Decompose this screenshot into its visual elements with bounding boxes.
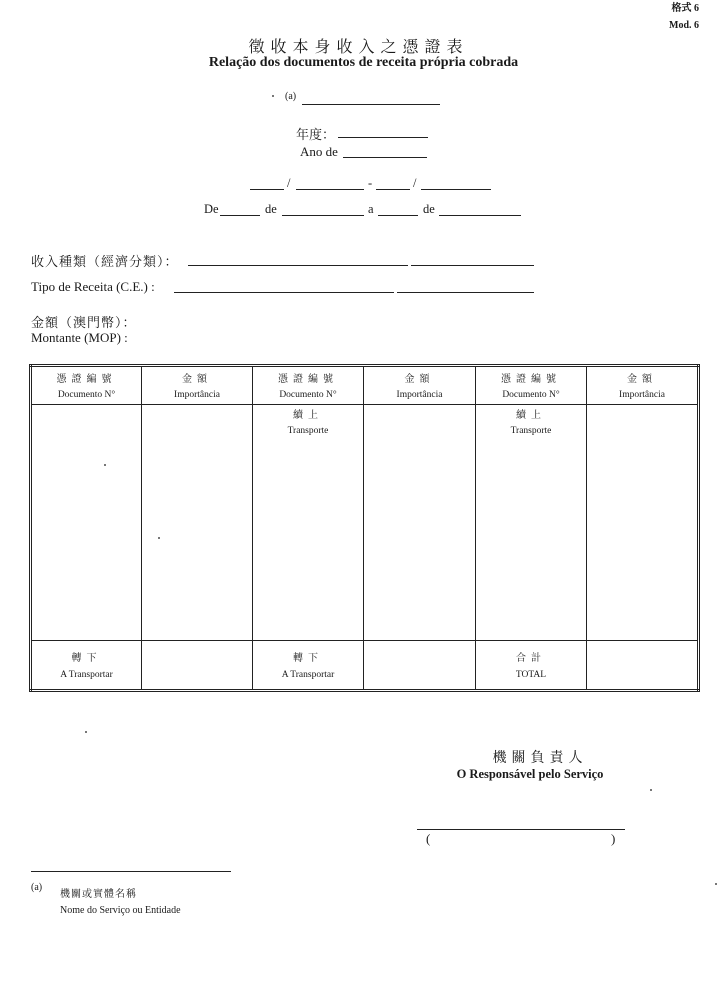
footnote-rule (31, 871, 231, 872)
body-cell-document-2[interactable] (253, 405, 364, 641)
period-to-month[interactable] (421, 189, 491, 190)
documents-table (29, 364, 700, 692)
table-body-row (31, 405, 699, 641)
receipt-type-field-pt-1[interactable] (174, 292, 394, 293)
footer-cell-total-amount[interactable] (587, 641, 699, 691)
period-slash-2: / (413, 176, 417, 190)
table-footer-row (31, 641, 699, 691)
entity-ref: (a) (285, 91, 297, 102)
period-de-label-1: de (265, 202, 277, 216)
footnote-text-zh: 機關或實體名稱 (60, 889, 137, 900)
scan-speck (104, 464, 106, 466)
footnote-marker: (a) (31, 882, 43, 893)
form-code-pt: Mod. 6 (669, 20, 699, 31)
responsible-label-zh: 機關負責人 (492, 751, 588, 766)
receipt-type-field-zh-1[interactable] (188, 265, 408, 266)
scan-speck (715, 883, 717, 885)
scan-speck (158, 537, 160, 539)
year-label-zh: 年度： (296, 127, 336, 142)
carry-in-zh-1: 續上 (293, 410, 323, 421)
period-dash: - (368, 176, 373, 190)
footer-cell-amount-2[interactable] (364, 641, 476, 691)
header-cell-amount-3: 金額 Importância (587, 366, 699, 405)
period-from-month[interactable] (296, 189, 364, 190)
footnote-text-pt: Nome do Serviço ou Entidade (60, 905, 181, 916)
signature-paren-open: ( (426, 831, 431, 846)
period-de-label-2: de (423, 202, 435, 216)
receipt-type-label-zh: 收入種類（經濟分類）： (31, 254, 179, 269)
body-cell-document-3[interactable] (476, 405, 587, 641)
responsible-label-pt: O Responsável pelo Serviço (456, 767, 604, 781)
period-to-day-pt[interactable] (378, 215, 418, 216)
body-cell-amount-3[interactable] (587, 405, 699, 641)
title-zh: 徵收本身收入之憑證表 (248, 39, 469, 56)
signature-paren-close: ) (611, 831, 616, 846)
period-to-day[interactable] (376, 189, 410, 190)
header-cell-document-1: 憑證編號 Documento N° (31, 366, 142, 405)
table-header-row (31, 366, 699, 405)
body-cell-amount-2[interactable] (364, 405, 476, 641)
period-from-month-pt[interactable] (282, 215, 364, 216)
footer-cell-carry-out-2: 轉下 A Transportar (253, 641, 364, 691)
header-cell-amount-1: 金額 Importância (142, 366, 253, 405)
scan-speck (272, 95, 274, 97)
title-pt: Relação dos documentos de receita própria cobrada (208, 55, 519, 70)
carry-in-pt-1: Transporte (287, 426, 329, 436)
footer-cell-amount-1[interactable] (142, 641, 253, 691)
body-cell-document-1[interactable] (31, 405, 142, 641)
carry-in-zh-2: 續上 (516, 410, 546, 421)
entity-field[interactable] (302, 104, 440, 105)
year-field-zh[interactable] (338, 137, 428, 138)
scan-speck (650, 789, 652, 791)
period-to-month-pt[interactable] (439, 215, 521, 216)
receipt-type-field-zh-2[interactable] (411, 265, 534, 266)
period-from-day-pt[interactable] (220, 215, 260, 216)
period-from-label: De (204, 202, 219, 216)
body-cell-amount-1[interactable] (142, 405, 253, 641)
receipt-type-field-pt-2[interactable] (397, 292, 534, 293)
amount-label-pt: Montante (MOP) : (31, 330, 128, 345)
header-cell-amount-2: 金額 Importância (364, 366, 476, 405)
header-cell-document-3: 憑證編號 Documento N° (476, 366, 587, 405)
footer-cell-total: 合計 TOTAL (476, 641, 587, 691)
header-cell-document-2: 憑證編號 Documento N° (253, 366, 364, 405)
form-code-zh: 格式 6 (671, 3, 699, 14)
carry-in-pt-2: Transporte (510, 426, 552, 436)
receipt-type-label-pt: Tipo de Receita (C.E.) : (31, 279, 155, 294)
period-slash-1: / (287, 176, 291, 190)
year-field-pt[interactable] (343, 157, 427, 158)
year-label-pt: Ano de (300, 144, 338, 159)
footer-cell-carry-out-1: 轉下 A Transportar (31, 641, 142, 691)
period-from-day[interactable] (250, 189, 284, 190)
scan-speck (85, 731, 87, 733)
amount-label-zh: 金額（澳門幣）： (31, 315, 137, 330)
period-to-label: a (368, 202, 374, 216)
signature-line[interactable] (417, 829, 625, 830)
